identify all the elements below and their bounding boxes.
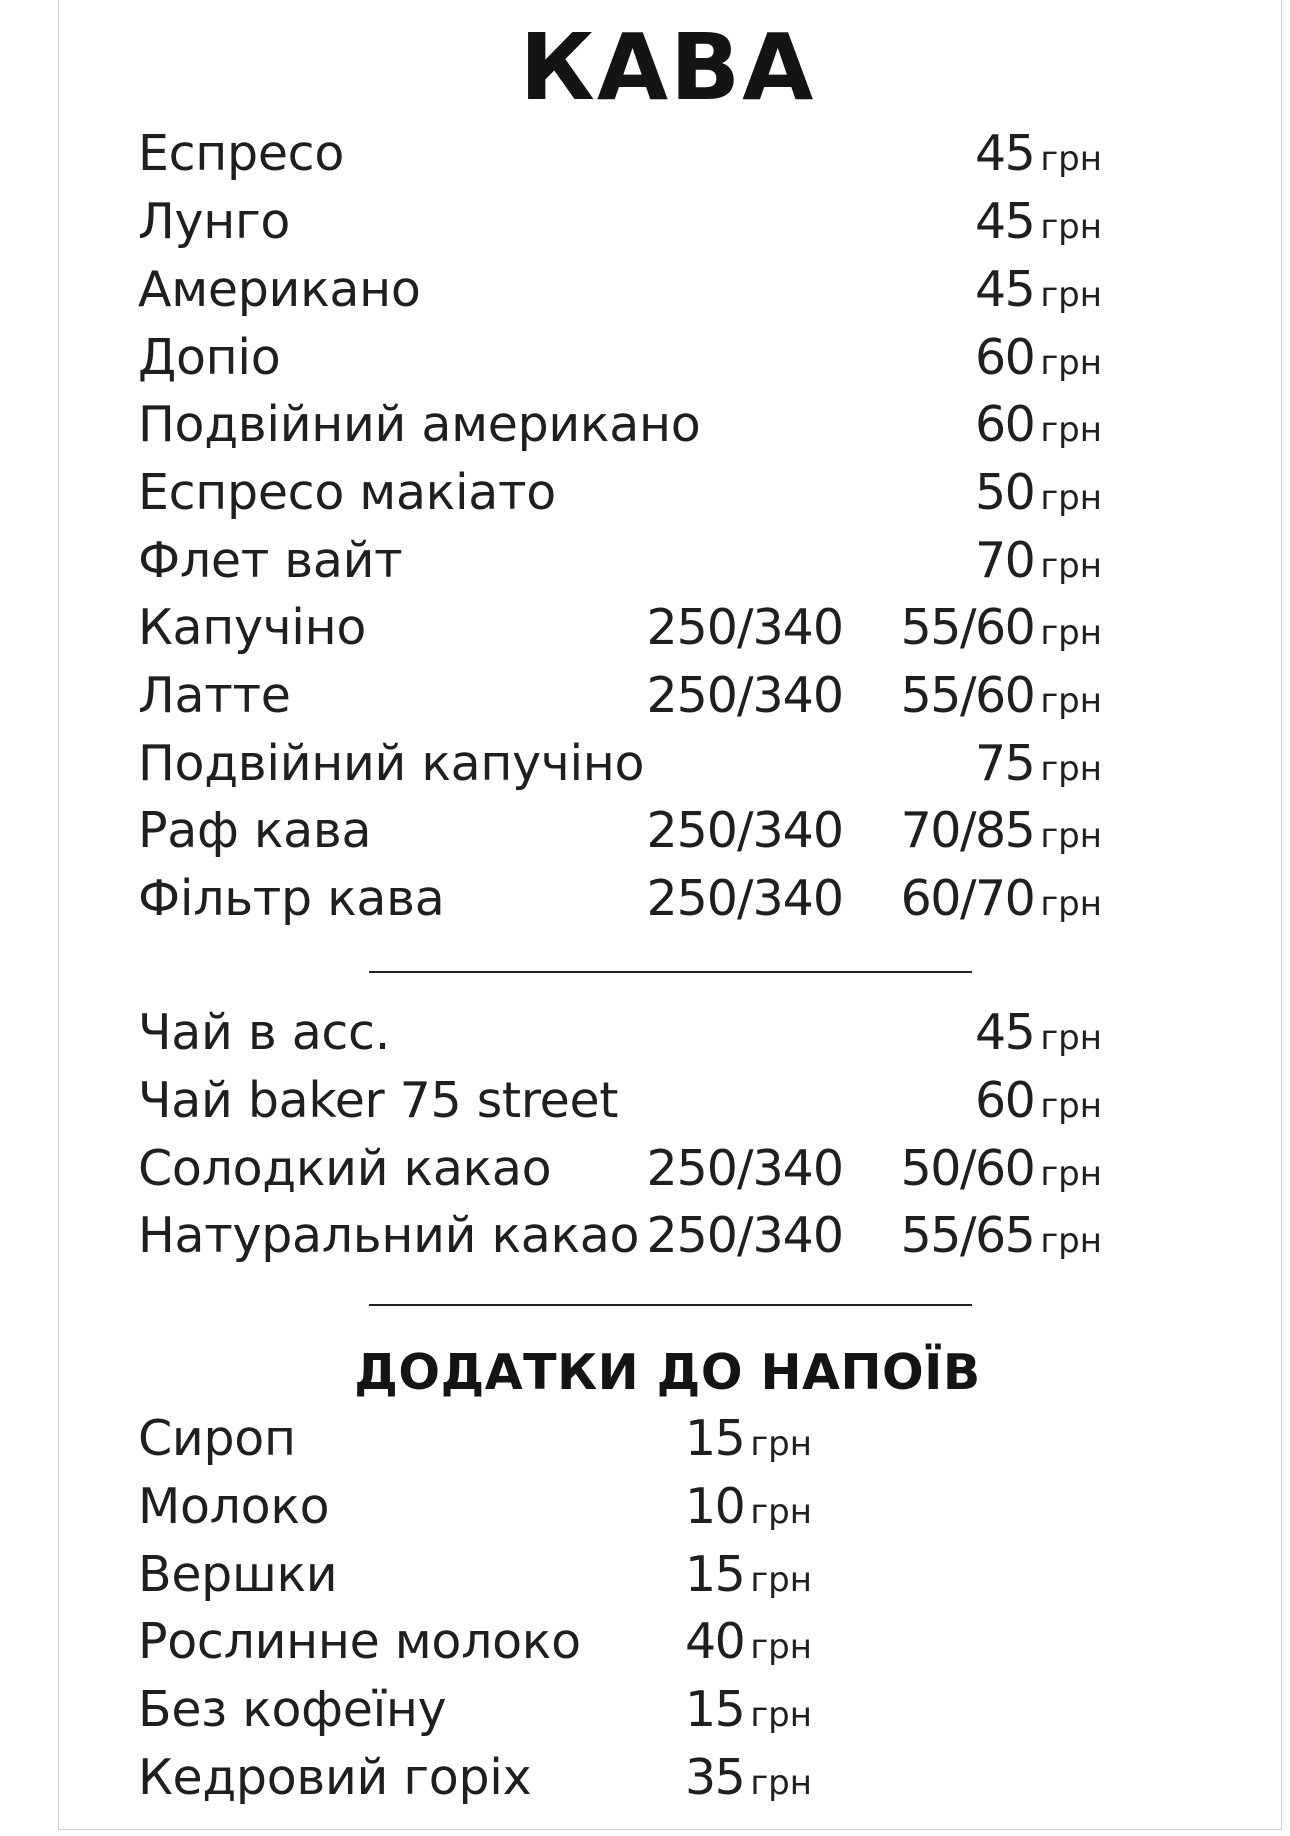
item-price xyxy=(901,666,1102,737)
price-value: 15 xyxy=(684,1546,745,1603)
price-value: 40 xyxy=(684,1613,745,1670)
menu-item xyxy=(0,463,1290,523)
menu-item xyxy=(0,192,1290,252)
price-value: 55/60 xyxy=(900,599,1035,656)
price-value: 45 xyxy=(974,125,1035,182)
item-price xyxy=(975,734,1102,805)
item-name: Сироп xyxy=(138,1410,296,1467)
item-price xyxy=(975,328,1102,399)
item-name: Подвійний капучіно xyxy=(138,735,645,792)
item-price xyxy=(975,531,1102,602)
menu-item xyxy=(0,1003,1290,1063)
currency-label: грн xyxy=(1040,681,1102,721)
item-price xyxy=(975,1071,1102,1142)
price-value: 45 xyxy=(974,193,1035,250)
price-value: 50/60 xyxy=(900,1140,1035,1197)
currency-label: грн xyxy=(1040,410,1102,450)
item-price xyxy=(901,869,1102,940)
currency-label: грн xyxy=(1040,478,1102,518)
item-name: Вершки xyxy=(138,1546,338,1603)
price-value: 55/60 xyxy=(900,667,1035,724)
item-name: Фільтр кава xyxy=(138,870,445,927)
currency-label: грн xyxy=(1040,275,1102,315)
price-value: 15 xyxy=(684,1681,745,1738)
item-price xyxy=(901,801,1102,872)
price-value: 35 xyxy=(684,1749,745,1806)
addition-item xyxy=(0,1748,1290,1808)
currency-label: грн xyxy=(1040,1018,1102,1058)
menu-item xyxy=(0,1071,1290,1131)
currency-label: грн xyxy=(1040,343,1102,383)
item-name: Флет вайт xyxy=(138,532,403,589)
item-name: Еспресо xyxy=(138,125,345,182)
price-value: 50 xyxy=(974,464,1035,521)
item-price xyxy=(975,260,1102,331)
currency-label: грн xyxy=(1040,816,1102,856)
currency-label: грн xyxy=(1040,1086,1102,1126)
price-value: 60/70 xyxy=(900,870,1035,927)
item-name: Натуральний какао xyxy=(138,1207,640,1264)
item-price xyxy=(685,1477,812,1548)
item-price xyxy=(901,598,1102,669)
item-price xyxy=(975,463,1102,534)
menu-item xyxy=(0,869,1290,929)
item-price xyxy=(685,1545,812,1616)
item-name: Лунго xyxy=(138,193,291,250)
additions-title: ДОДАТКИ ДО НАПОЇВ xyxy=(354,1344,981,1401)
item-name: Еспресо макіато xyxy=(138,464,556,521)
currency-label: грн xyxy=(1040,139,1102,179)
price-value: 55/65 xyxy=(900,1207,1035,1264)
price-value: 60 xyxy=(974,1072,1035,1129)
addition-item xyxy=(0,1409,1290,1469)
item-name: Капучіно xyxy=(138,599,367,656)
price-value: 45 xyxy=(974,261,1035,318)
item-price xyxy=(685,1748,812,1819)
menu-title: КАВА xyxy=(519,14,816,121)
currency-label: грн xyxy=(1040,207,1102,247)
menu-item xyxy=(0,124,1290,184)
addition-item xyxy=(0,1612,1290,1672)
item-size: 250/340 xyxy=(646,599,843,656)
item-size: 250/340 xyxy=(646,667,843,724)
currency-label: грн xyxy=(1040,749,1102,789)
item-name: Допіо xyxy=(138,329,281,386)
currency-label: грн xyxy=(1040,1154,1102,1194)
menu-item xyxy=(0,598,1290,658)
currency-label: грн xyxy=(750,1424,812,1464)
menu-item xyxy=(0,260,1290,320)
price-value: 60 xyxy=(974,329,1035,386)
menu-item xyxy=(0,531,1290,591)
item-name: Чай baker 75 street xyxy=(138,1072,619,1129)
item-name: Раф кава xyxy=(138,802,372,859)
price-value: 10 xyxy=(684,1478,745,1535)
currency-label: грн xyxy=(750,1560,812,1600)
item-price xyxy=(685,1409,812,1480)
menu-item xyxy=(0,666,1290,726)
currency-label: грн xyxy=(1040,613,1102,653)
currency-label: грн xyxy=(750,1695,812,1735)
price-value: 15 xyxy=(684,1410,745,1467)
price-value: 45 xyxy=(974,1004,1035,1061)
menu-item xyxy=(0,395,1290,455)
currency-label: грн xyxy=(1040,1221,1102,1261)
addition-item xyxy=(0,1545,1290,1605)
item-name: Солодкий какао xyxy=(138,1140,552,1197)
section-divider xyxy=(369,1304,972,1306)
currency-label: грн xyxy=(750,1492,812,1532)
price-value: 60 xyxy=(974,396,1035,453)
item-name: Латте xyxy=(138,667,291,724)
price-value: 70/85 xyxy=(900,802,1035,859)
item-size: 250/340 xyxy=(646,1140,843,1197)
menu-item xyxy=(0,328,1290,388)
section-divider xyxy=(369,971,972,973)
currency-label: грн xyxy=(1040,546,1102,586)
item-name: Рослинне молоко xyxy=(138,1613,581,1670)
menu-item xyxy=(0,734,1290,794)
item-price xyxy=(901,1206,1102,1277)
price-value: 70 xyxy=(974,532,1035,589)
addition-item xyxy=(0,1477,1290,1537)
item-size: 250/340 xyxy=(646,870,843,927)
item-name: Без кофеїну xyxy=(138,1681,447,1738)
item-price xyxy=(685,1612,812,1683)
item-price xyxy=(975,1003,1102,1074)
item-name: Американо xyxy=(138,261,421,318)
addition-item xyxy=(0,1680,1290,1740)
menu-item xyxy=(0,1139,1290,1199)
currency-label: грн xyxy=(750,1627,812,1667)
item-name: Чай в асс. xyxy=(138,1004,390,1061)
menu-item xyxy=(0,801,1290,861)
item-name: Молоко xyxy=(138,1478,330,1535)
item-size: 250/340 xyxy=(646,1207,843,1264)
item-name: Кедровий горіх xyxy=(138,1749,532,1806)
item-price xyxy=(975,124,1102,195)
menu-item xyxy=(0,1206,1290,1266)
currency-label: грн xyxy=(1040,884,1102,924)
item-size: 250/340 xyxy=(646,802,843,859)
price-value: 75 xyxy=(974,735,1035,792)
item-name: Подвійний американо xyxy=(138,396,701,453)
item-price xyxy=(975,192,1102,263)
currency-label: грн xyxy=(750,1763,812,1803)
item-price xyxy=(975,395,1102,466)
item-price xyxy=(901,1139,1102,1210)
item-price xyxy=(685,1680,812,1751)
